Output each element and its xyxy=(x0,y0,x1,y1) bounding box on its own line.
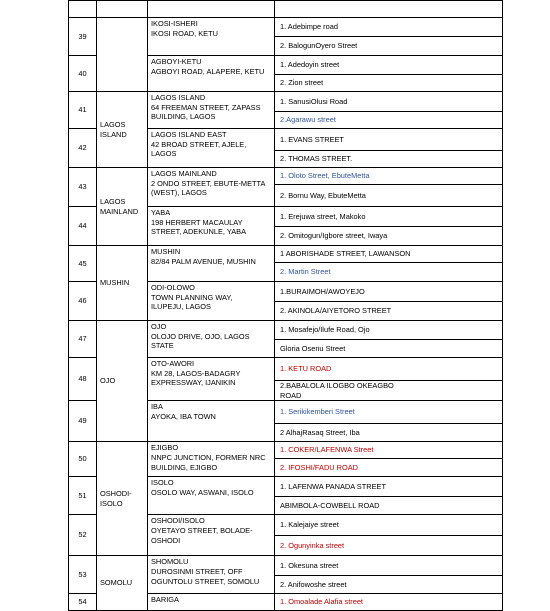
street-cell: 1. LAFENWA PANADA STREET xyxy=(275,477,503,497)
office-cell: LAGOS MAINLAND 2 ONDO STREET, EBUTE-METTA (WEST), LAGOS xyxy=(148,168,275,207)
office-cell: OTO-AWORI KM 28, LAGOS-BADAGRY EXPRESSWAY, IJANIKIN xyxy=(148,358,275,401)
street-cell: 2.Agarawu street xyxy=(275,112,503,129)
office-cell: SHOMOLU DUROSINMI STREET, OFF OGUNTOLU STREET, SOMOLU xyxy=(148,556,275,594)
street-cell: 1. Mosafejo/Ilufe Road, Ojo xyxy=(275,321,503,340)
street-cell: 1 ABORISHADE STREET, LAWANSON xyxy=(275,246,503,263)
street-cell: 1. COKER/LAFENWA Street xyxy=(275,442,503,459)
table-row xyxy=(69,321,503,340)
table-row xyxy=(69,442,503,459)
area-name: SOMOLU xyxy=(97,556,148,611)
header-cell xyxy=(148,1,275,18)
street-cell: 1. Kalejaiye street xyxy=(275,515,503,536)
area-name: LAGOS ISLAND xyxy=(97,92,148,168)
row-number: 49 xyxy=(69,401,97,442)
street-cell: 1. KETU ROAD xyxy=(275,358,503,381)
row-number: 42 xyxy=(69,129,97,168)
row-number: 39 xyxy=(69,18,97,56)
street-cell: 2 AlhajRasaq Street, Iba xyxy=(275,424,503,442)
office-cell: YABA 198 HERBERT MACAULAY STREET, ADEKUNLE, YABA xyxy=(148,207,275,246)
row-number: 40 xyxy=(69,56,97,92)
street-cell: 1.BURAIMOH/AWOYEJO xyxy=(275,282,503,302)
office-cell: AGBOYI-KETU AGBOYI ROAD, ALAPERE, KETU xyxy=(148,56,275,92)
street-cell: 2. Omitogun/Igbore street, Iwaya xyxy=(275,227,503,246)
row-number: 41 xyxy=(69,92,97,129)
street-cell: 1. Adebimpe road xyxy=(275,18,503,37)
row-number: 46 xyxy=(69,282,97,321)
lga-office-table xyxy=(68,0,503,611)
street-cell: 1. Serikikemberi Street xyxy=(275,401,503,424)
area-name: OSHODI- ISOLO xyxy=(97,442,148,556)
street-cell: 1. Adedoyin street xyxy=(275,56,503,75)
row-number: 51 xyxy=(69,477,97,515)
row-number: 44 xyxy=(69,207,97,246)
row-number: 43 xyxy=(69,168,97,207)
office-cell: EJIGBO NNPC JUNCTION, FORMER NRC BUILDING, EJIGBO xyxy=(148,442,275,477)
office-cell: MUSHIN 82/84 PALM AVENUE, MUSHIN xyxy=(148,246,275,282)
table-row xyxy=(69,18,503,37)
row-number: 47 xyxy=(69,321,97,358)
row-number: 50 xyxy=(69,442,97,477)
street-cell: 2. AKINOLA/AIYETORO STREET xyxy=(275,302,503,321)
office-cell: BARIGA xyxy=(148,594,275,611)
area-name: LAGOS MAINLAND xyxy=(97,168,148,246)
table-row xyxy=(69,246,503,263)
table-header-row xyxy=(69,1,503,18)
table-row xyxy=(69,556,503,576)
row-number: 48 xyxy=(69,358,97,401)
area-name: MUSHIN xyxy=(97,246,148,321)
table-row xyxy=(69,92,503,112)
row-number: 53 xyxy=(69,556,97,594)
street-cell: 2. BalogunOyero Street xyxy=(275,37,503,56)
street-cell: Gloria Osenu Street xyxy=(275,340,503,358)
office-cell: IKOSI-ISHERI IKOSI ROAD, KETU xyxy=(148,18,275,56)
office-cell: ISOLO OSOLO WAY, ASWANI, ISOLO xyxy=(148,477,275,515)
street-cell: 2. THOMAS STREET. xyxy=(275,151,503,168)
header-cell xyxy=(97,1,148,18)
street-cell: 1. SanusiOlusi Road xyxy=(275,92,503,112)
street-cell: ABIMBOLA-COWBELL ROAD xyxy=(275,497,503,515)
street-cell: 2. Bornu Way, EbuteMetta xyxy=(275,185,503,207)
street-cell: 1. Oloto Street, EbuteMetta xyxy=(275,168,503,185)
area-name xyxy=(97,18,148,92)
street-cell: 2. Anifowoshe street xyxy=(275,576,503,594)
street-cell: 1. Erejuwa street, Makoko xyxy=(275,207,503,227)
header-cell xyxy=(275,1,503,18)
street-cell: 1. EVANS STREET xyxy=(275,129,503,151)
row-number: 54 xyxy=(69,594,97,611)
street-cell: 1. Omoalade Alafia street xyxy=(275,594,503,611)
area-name: OJO xyxy=(97,321,148,442)
street-cell: 2. Ogunyinka street xyxy=(275,536,503,556)
office-cell: OJO OLOJO DRIVE, OJO, LAGOS STATE xyxy=(148,321,275,358)
office-cell: ODI-OLOWO TOWN PLANNING WAY, ILUPEJU, LAGOS xyxy=(148,282,275,321)
street-cell: 2. IFOSHI/FADU ROAD xyxy=(275,459,503,477)
row-number: 45 xyxy=(69,246,97,282)
row-number: 52 xyxy=(69,515,97,556)
header-cell xyxy=(69,1,97,18)
street-cell: 2. Martin Street xyxy=(275,263,503,282)
street-cell: 2. Zion street xyxy=(275,75,503,92)
table-row xyxy=(69,168,503,185)
street-cell: 2.BABALOLA ILOGBO OKEAGBO ROAD xyxy=(275,381,503,401)
street-cell: 1. Okesuna street xyxy=(275,556,503,576)
office-cell: LAGOS ISLAND EAST 42 BROAD STREET, AJELE, LAGOS xyxy=(148,129,275,168)
office-cell: IBA AYOKA, IBA TOWN xyxy=(148,401,275,442)
table-body xyxy=(69,1,503,611)
office-cell: LAGOS ISLAND 64 FREEMAN STREET, ZAPASS BUILDING, LAGOS xyxy=(148,92,275,129)
office-cell: OSHODI/ISOLO OYETAYO STREET, BOLADE- OSHODI xyxy=(148,515,275,556)
